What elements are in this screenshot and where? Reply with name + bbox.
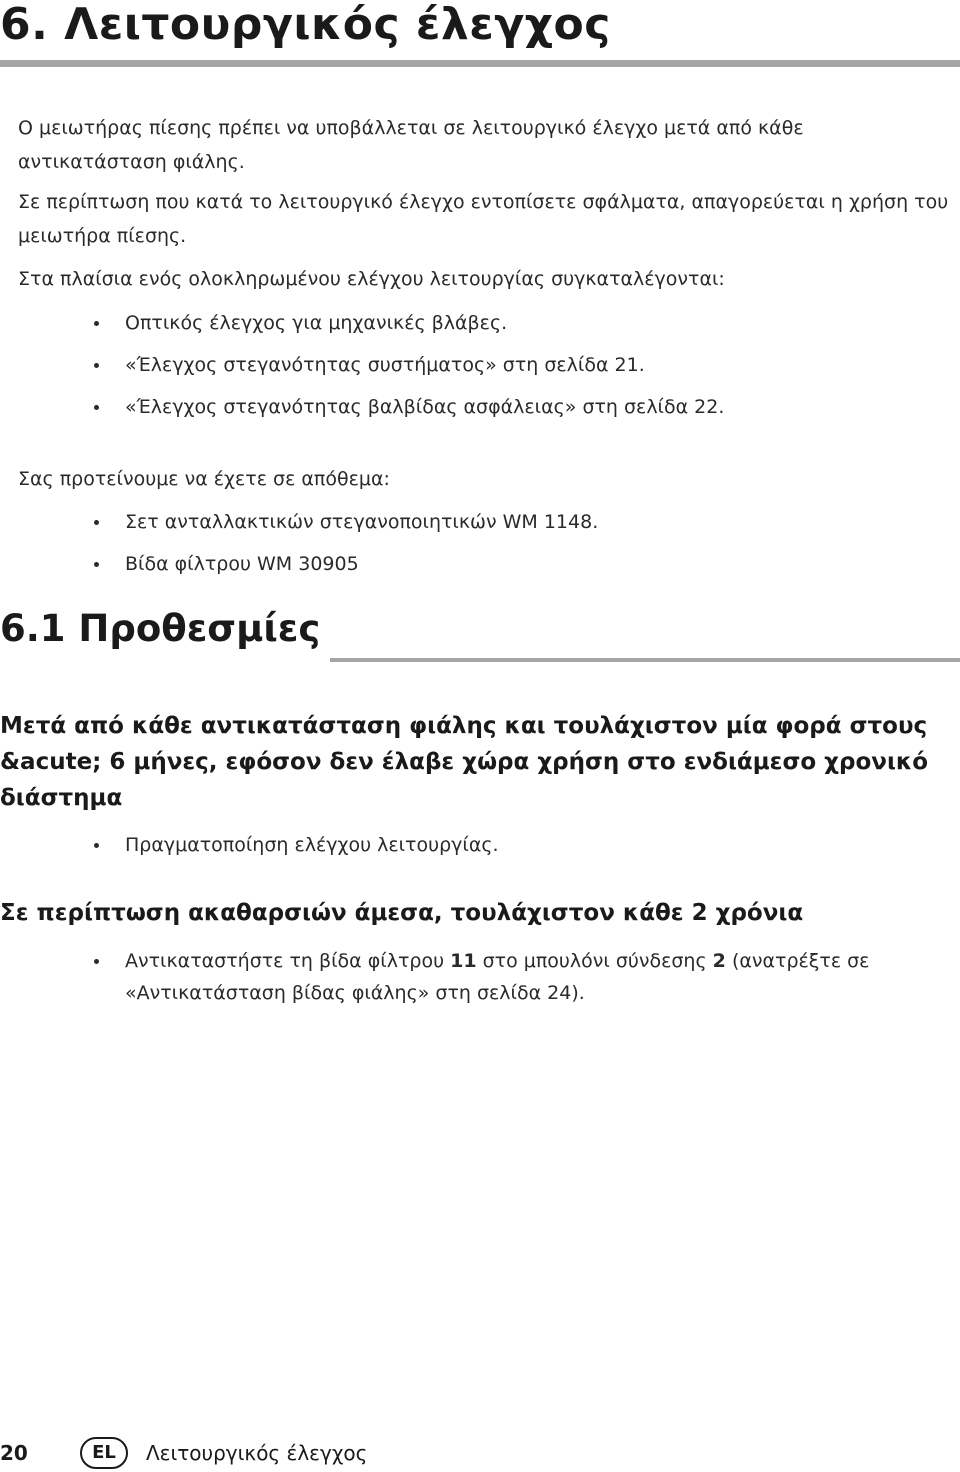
list-item bbox=[18, 391, 948, 433]
list-item-text: Βίδα φίλτρου WM 30905 bbox=[125, 553, 359, 575]
list-item bbox=[18, 506, 948, 548]
list-item bbox=[18, 548, 948, 590]
bullet-icon bbox=[94, 520, 99, 525]
bullet-icon bbox=[94, 959, 99, 964]
intro-paragraph-1: Ο μειωτήρας πίεσης πρέπει να υποβάλλεται σε λειτουργικό έλεγχο μετά από κάθε αντικατάσταση φιάλης. bbox=[18, 117, 804, 173]
intro-paragraph-2: Σε περίπτωση που κατά το λειτουργικό έλεγχο εντοπίσετε σφάλματα, απαγορεύεται η χρήση του μειωτήρα πίεσης. bbox=[18, 191, 949, 247]
list-item-text: «Έλεγχος στεγανότητας βαλβίδας ασφάλειας» στη σελίδα 22. bbox=[125, 396, 725, 418]
bullet-icon bbox=[94, 321, 99, 326]
list-item bbox=[18, 829, 948, 871]
list-item bbox=[18, 945, 948, 1009]
part-number-connection-bolt: 2 bbox=[712, 950, 726, 972]
stock-intro: Σας προτείνουμε να έχετε σε απόθεμα: bbox=[18, 468, 390, 490]
deadline-list-1 bbox=[18, 829, 948, 871]
list-item bbox=[18, 349, 948, 391]
deadline-heading-2: Σε περίπτωση ακαθαρσιών άμεσα, τουλάχιστον κάθε 2 χρόνια bbox=[0, 900, 804, 926]
intro-paragraph-3: Στα πλαίσια ενός ολοκληρωμένου ελέγχου λειτουργίας συγκαταλέγονται: bbox=[18, 268, 725, 290]
title-divider bbox=[0, 60, 960, 67]
bullet-icon bbox=[94, 843, 99, 848]
bullet-icon bbox=[94, 405, 99, 410]
section-divider bbox=[330, 658, 960, 662]
bullet-icon bbox=[94, 363, 99, 368]
part-number-filter-screw: 11 bbox=[450, 950, 477, 972]
list-item-text-part: Αντικαταστήστε τη βίδα φίλτρου bbox=[125, 950, 451, 972]
list-item-text-part: στο μπουλόνι σύνδεσης bbox=[476, 950, 713, 972]
list-item-text: Οπτικός έλεγχος για μηχανικές βλάβες. bbox=[125, 312, 508, 334]
footer-chapter-title: Λειτουργικός έλεγχος bbox=[146, 1441, 368, 1465]
deadline-list-2 bbox=[18, 945, 948, 1009]
language-badge: EL bbox=[80, 1437, 128, 1469]
list-item-text: Σετ ανταλλακτικών στεγανοποιητικών WM 1148. bbox=[125, 511, 599, 533]
list-item-text-part: (ανατρέξτε σε «Αντικατάσταση βίδας φιάλης» στη σελίδα 24). bbox=[125, 950, 870, 1004]
list-item-text: Πραγματοποίηση ελέγχου λειτουργίας. bbox=[125, 834, 499, 856]
checks-list bbox=[18, 307, 948, 433]
page-number: 20 bbox=[0, 1441, 28, 1465]
list-item bbox=[18, 307, 948, 349]
deadline-heading-1: Μετά από κάθε αντικατάσταση φιάλης και τουλάχιστον μία φορά στους &acute; 6 μήνες, εφόσον δεν έλαβε χώρα χρήση στο ενδιάμεσο χρονικό διάστημα bbox=[0, 713, 929, 811]
bullet-icon bbox=[94, 562, 99, 567]
section-title: 6.1 Προθεσμίες bbox=[0, 607, 321, 650]
page-title: 6. Λειτουργικός έλεγχος bbox=[0, 0, 611, 50]
list-item-text: «Έλεγχος στεγανότητας συστήματος» στη σελίδα 21. bbox=[125, 354, 645, 376]
stock-list bbox=[18, 506, 948, 590]
